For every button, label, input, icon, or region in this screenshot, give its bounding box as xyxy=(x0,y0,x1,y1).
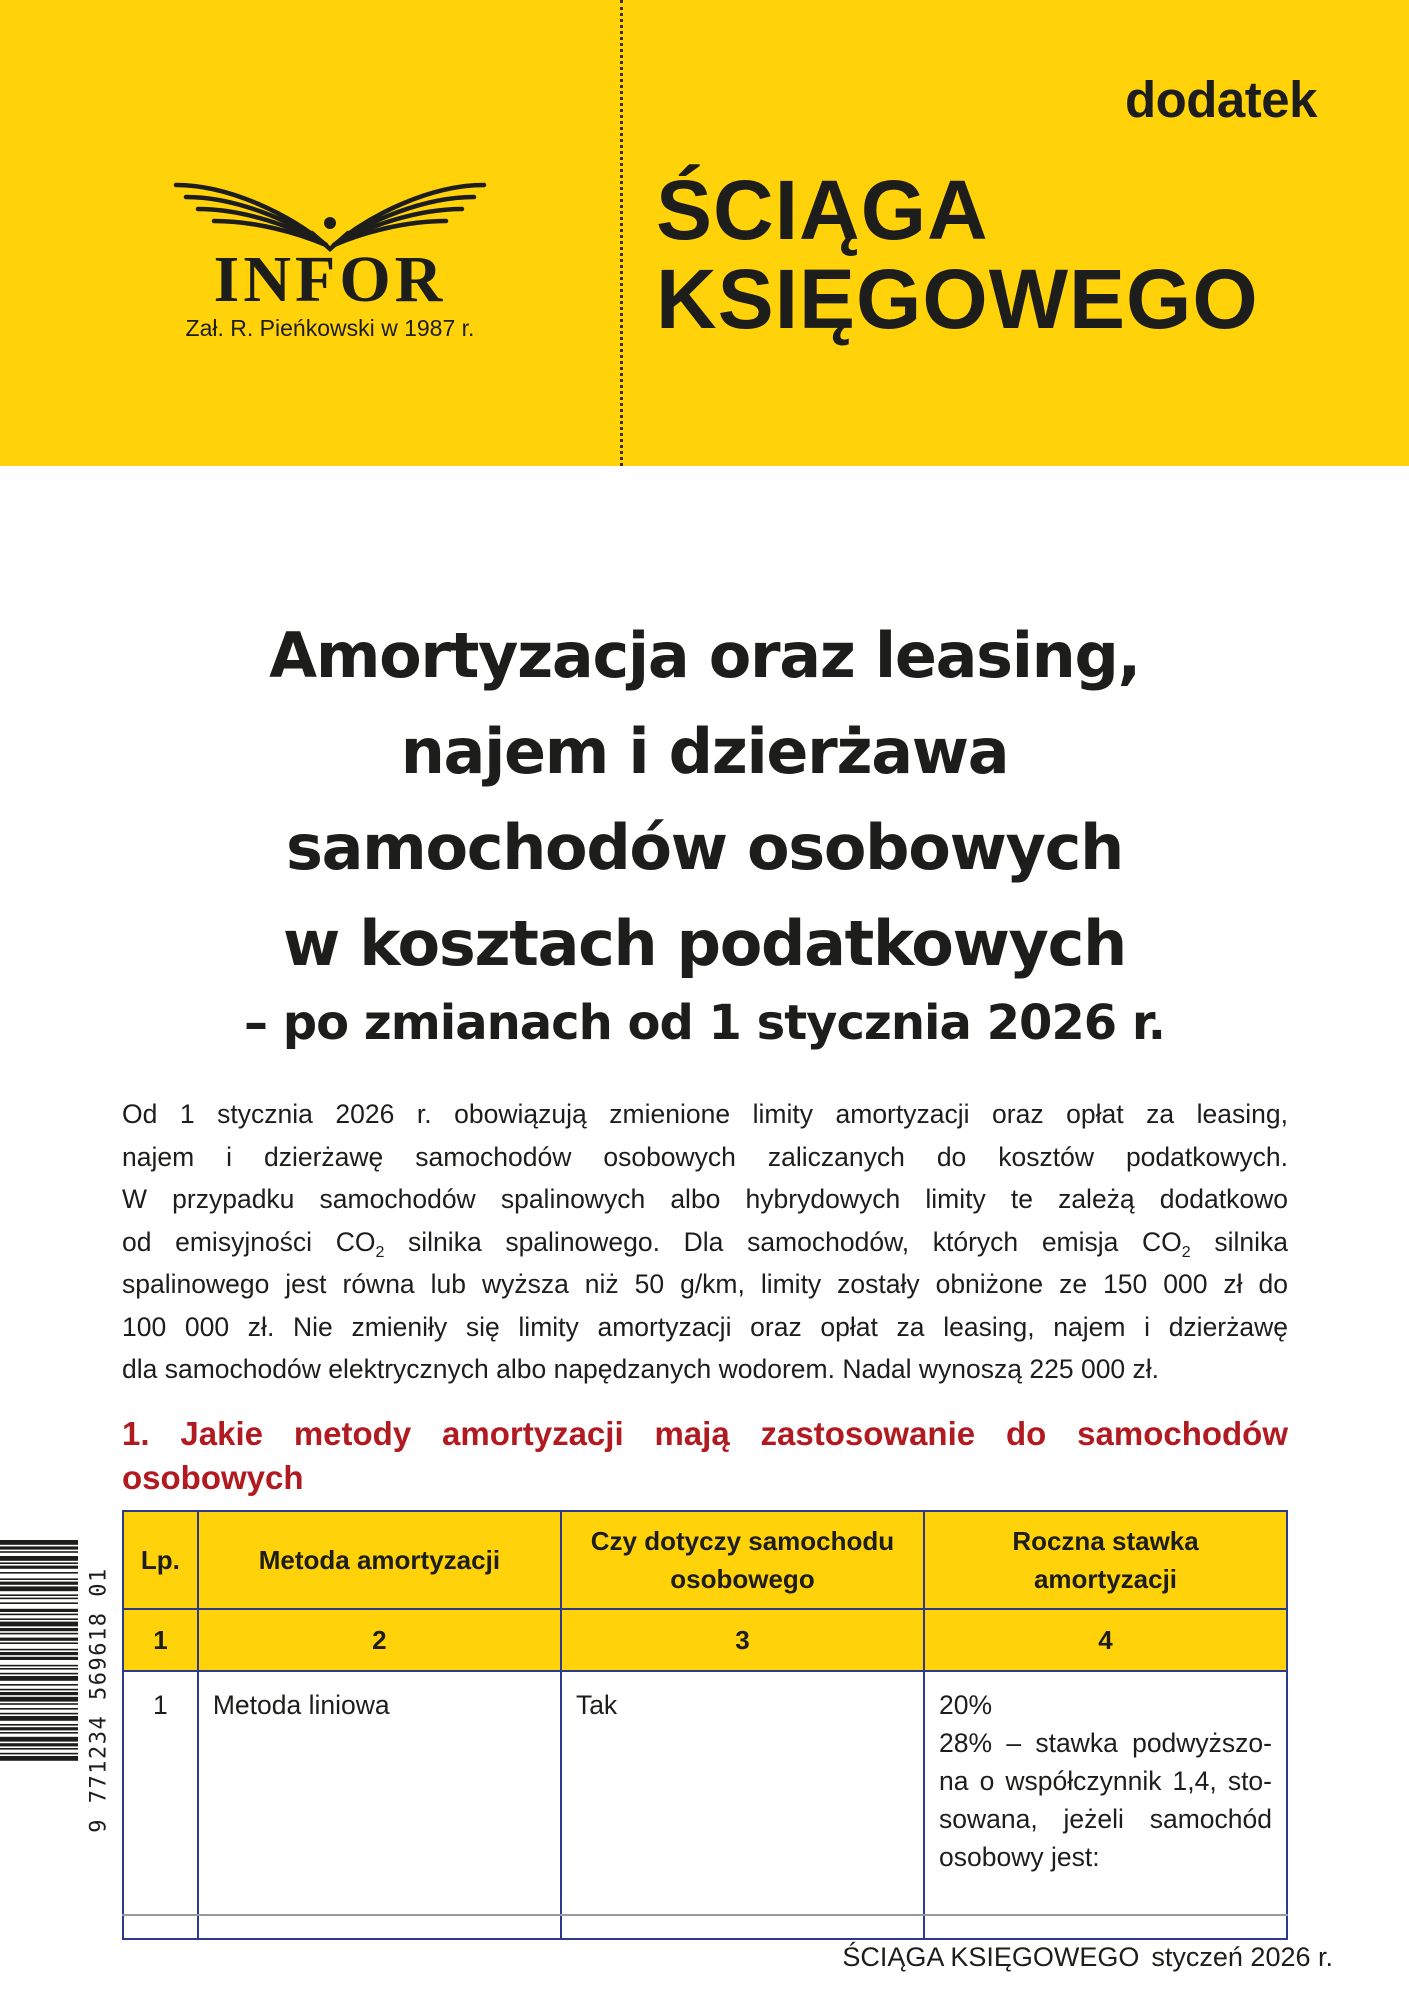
barcode-bar xyxy=(0,1692,78,1695)
column-number: 2 xyxy=(198,1609,561,1671)
barcode-bar xyxy=(0,1727,78,1730)
barcode-bar xyxy=(0,1628,78,1631)
document-title xyxy=(0,608,1409,992)
logo-wordmark: INFOR xyxy=(213,243,447,316)
barcode-bar xyxy=(0,1540,78,1545)
barcode-bar xyxy=(0,1572,78,1574)
barcode-bar xyxy=(0,1551,78,1553)
barcode-number xyxy=(84,1540,114,1860)
barcode-bar xyxy=(0,1609,78,1612)
rate-line: osobowy jest: xyxy=(939,1842,1100,1872)
intro-paragraph xyxy=(122,1093,1288,1391)
footer-rule xyxy=(122,1914,1288,1916)
barcode-bar xyxy=(0,1689,78,1691)
cell-lp: 1 xyxy=(123,1671,198,1939)
magazine-title-line2: KSIĘGOWEGO xyxy=(656,252,1259,346)
intro-line: W przypadku samochodów spalinowych albo hybrydowych limity te zależą dodatkowo xyxy=(122,1184,1288,1214)
barcode-bar xyxy=(0,1743,78,1746)
barcode-bar xyxy=(0,1665,78,1667)
barcode-bar xyxy=(0,1638,78,1641)
intro-line: Od 1 stycznia 2026 r. obowiązują zmienione limity amortyzacji oraz opłat za leasing, xyxy=(122,1099,1288,1129)
intro-line: dla samochodów elektrycznych albo napędzanych wodorem. Nadal wynoszą 225 000 zł. xyxy=(122,1354,1160,1384)
barcode-bar xyxy=(0,1668,78,1670)
intro-line: najem i dzierżawę samochodów osobowych zaliczanych do kosztów podatkowych. xyxy=(122,1141,1288,1172)
logo-subtitle: Zał. R. Pieńkowski w 1987 r. xyxy=(185,315,475,341)
barcode-bar xyxy=(0,1657,78,1660)
barcode-bar xyxy=(0,1598,78,1600)
barcode-bar xyxy=(0,1684,78,1686)
barcode-bar xyxy=(0,1546,78,1549)
barcode-bar xyxy=(0,1652,78,1655)
column-header-lp: Lp. xyxy=(123,1511,198,1609)
barcode-bar xyxy=(0,1582,78,1585)
barcode-icon xyxy=(0,1540,78,1860)
footer-date: styczeń 2026 r. xyxy=(1151,1942,1333,1972)
title-line: samochodów osobowych xyxy=(286,811,1123,884)
header-line: osobowego xyxy=(670,1564,815,1594)
infor-logo xyxy=(150,175,510,345)
rate-line: 20% xyxy=(939,1690,993,1720)
column-number: 4 xyxy=(924,1609,1287,1671)
supplement-badge: dodatek xyxy=(1124,71,1317,128)
barcode-bar xyxy=(0,1556,78,1561)
barcode-bar xyxy=(0,1594,78,1596)
barcode-bar xyxy=(0,1753,78,1755)
barcode-bar xyxy=(0,1724,78,1726)
barcode-bar xyxy=(0,1716,78,1721)
intro-line-co2 xyxy=(122,1221,1288,1264)
barcode-bar xyxy=(0,1614,78,1616)
barcode-bar xyxy=(0,1633,78,1635)
barcode-bar xyxy=(0,1737,78,1742)
table-header-row xyxy=(123,1511,1287,1609)
page-footer xyxy=(842,1942,1333,1973)
barcode-bar xyxy=(0,1676,78,1681)
barcode-bar xyxy=(0,1602,78,1604)
amortization-methods-table xyxy=(122,1510,1288,1940)
barcode-bar xyxy=(0,1703,78,1705)
barcode-bar xyxy=(0,1732,78,1734)
footer-magazine: ŚCIĄGA KSIĘGOWEGO xyxy=(842,1942,1140,1972)
barcode-bar xyxy=(0,1578,78,1580)
title-line: Amortyzacja oraz leasing, xyxy=(269,619,1140,692)
subscript: 2 xyxy=(375,1243,385,1261)
barcode-bar xyxy=(0,1713,78,1715)
header-line: amortyzacji xyxy=(1033,1564,1178,1594)
barcode-bar xyxy=(0,1566,78,1569)
barcode-bar xyxy=(0,1642,78,1644)
column-header-rate xyxy=(924,1511,1287,1609)
document-subtitle: – po zmianach od 1 stycznia 2026 r. xyxy=(244,995,1165,1051)
barcode-bar xyxy=(0,1756,78,1761)
header-line: Czy dotyczy samochodu xyxy=(590,1526,895,1556)
barcode-bar xyxy=(0,1618,78,1620)
barcode-bar xyxy=(0,1748,78,1750)
barcode-bar xyxy=(0,1708,78,1710)
column-number: 1 xyxy=(123,1609,198,1671)
intro-line: spalinowego jest równa lub wyższa niż 50 g/km, limity zostały obniżone ze 150 000 zł do xyxy=(122,1269,1288,1299)
subscript: 2 xyxy=(1181,1243,1191,1261)
column-header-method: Metoda amortyzacji xyxy=(198,1511,561,1609)
magazine-title-line1: ŚCIĄGA xyxy=(656,163,989,257)
rate-line: 28% – stawka podwyższo- xyxy=(939,1728,1272,1758)
table-row xyxy=(123,1671,1287,1939)
intro-text: silnika xyxy=(1190,1226,1288,1257)
section-heading-line: 1. Jakie metody amortyzacji mają zastosowanie do samochodów xyxy=(122,1415,1288,1452)
cell-applies: Tak xyxy=(561,1671,924,1939)
cell-rate xyxy=(924,1671,1287,1939)
rate-line: na o współczynnik 1,4, sto- xyxy=(939,1766,1272,1796)
barcode-bar xyxy=(0,1697,78,1702)
barcode-bar xyxy=(0,1562,78,1564)
header-dotted-divider xyxy=(620,0,623,466)
barcode-bar xyxy=(0,1622,78,1627)
cell-method: Metoda liniowa xyxy=(198,1671,561,1939)
barcode-bar xyxy=(0,1586,78,1591)
title-line: najem i dzierżawa xyxy=(400,715,1009,788)
intro-line: 100 000 zł. Nie zmieniły się limity amortyzacji oraz opłat za leasing, najem i dzierżawę xyxy=(122,1311,1288,1342)
section-heading-line: osobowych xyxy=(122,1459,304,1496)
section-heading xyxy=(122,1412,1288,1500)
intro-text: silnika spalinowego. Dla samochodów, których emisja CO xyxy=(384,1226,1182,1257)
column-number: 3 xyxy=(561,1609,924,1671)
column-header-applies xyxy=(561,1511,924,1609)
column-number-row xyxy=(123,1609,1287,1671)
title-line: w kosztach podatkowych xyxy=(283,907,1126,980)
barcode-digits: 9 771234 569618 01 xyxy=(86,1567,112,1833)
intro-text: od emisyjności CO xyxy=(122,1226,376,1257)
header-line: Roczna stawka xyxy=(1012,1526,1199,1556)
rate-line: sowana, jeżeli samochód xyxy=(939,1804,1272,1834)
barcode-bar xyxy=(0,1649,78,1651)
barcode-bar xyxy=(0,1673,78,1675)
magazine-title xyxy=(656,163,1259,346)
